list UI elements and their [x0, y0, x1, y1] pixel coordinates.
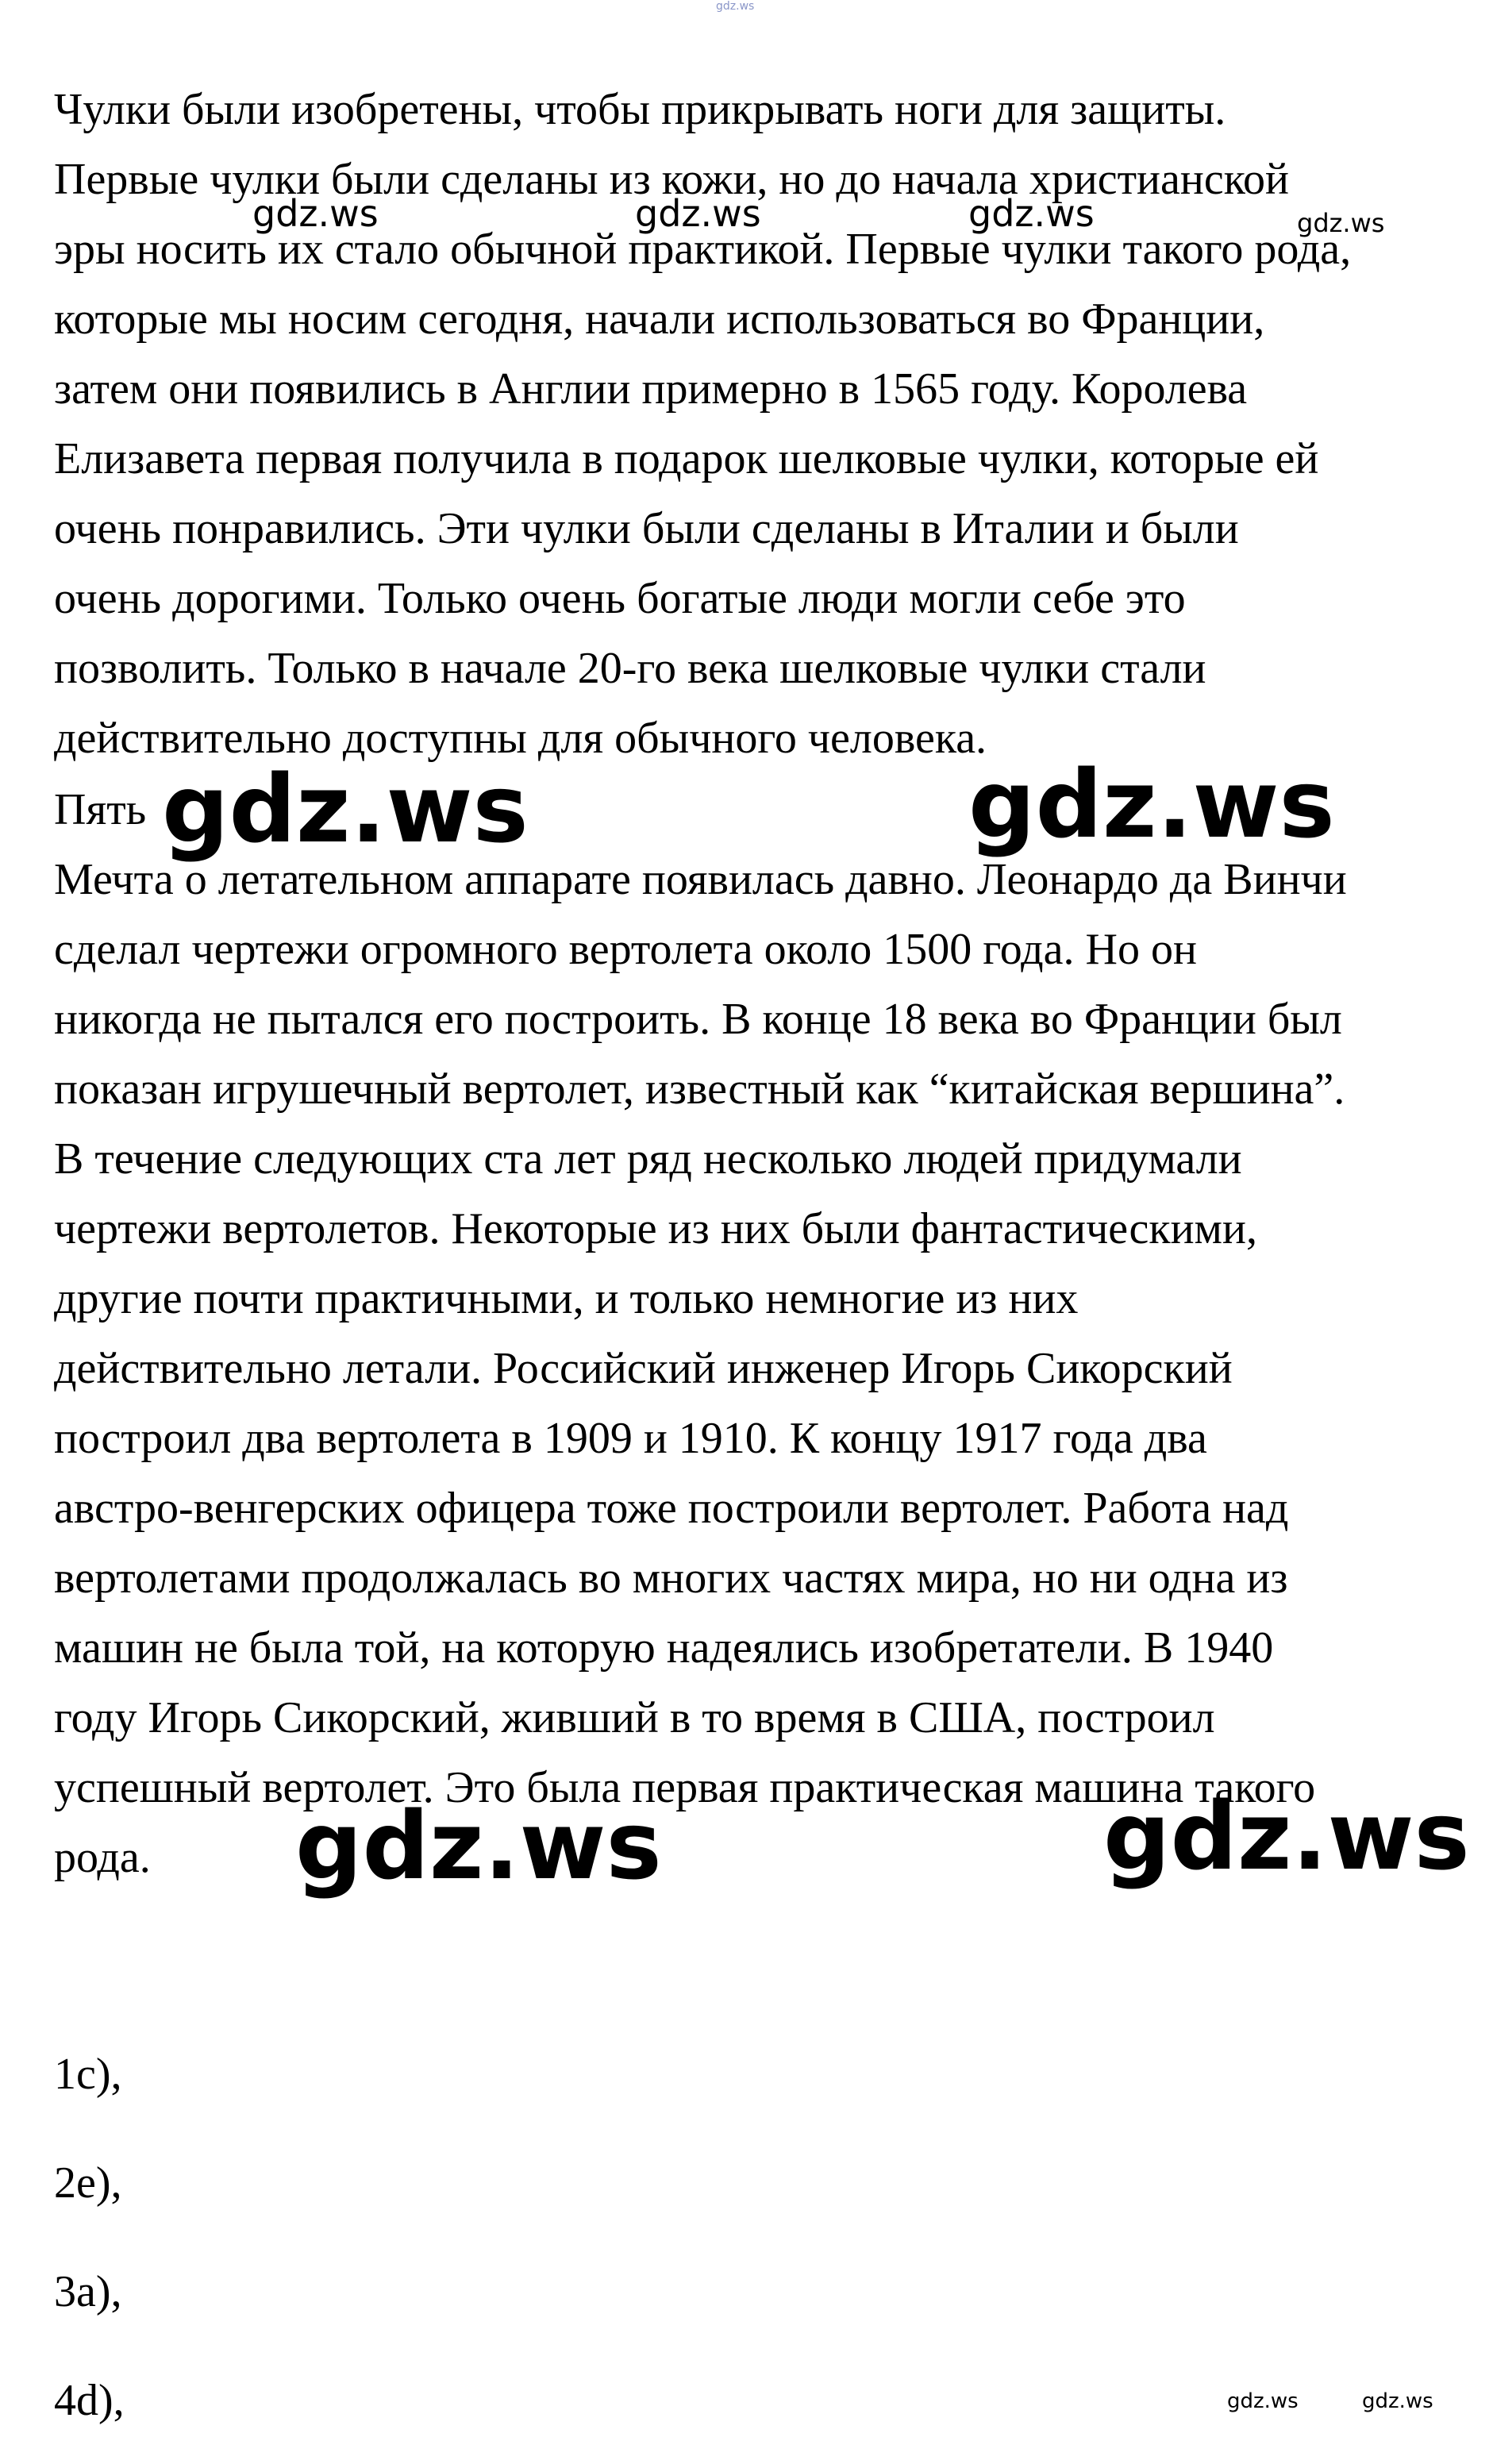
- paragraph-line: Мечта о летательном аппарате появилась давно. Леонардо да Винчи: [54, 855, 1347, 904]
- answer-item: 4d),: [54, 2376, 125, 2425]
- paragraph-line: другие почти практичными, и только немногие из них: [54, 1274, 1079, 1323]
- paragraph-line: Первые чулки были сделаны из кожи, но до начала христианской: [54, 155, 1290, 204]
- paragraph-line: Елизавета первая получила в подарок шелковые чулки, которые ей: [54, 434, 1319, 483]
- paragraph-line: действительно летали. Российский инженер Игорь Сикорский: [54, 1344, 1233, 1393]
- paragraph-line: очень понравились. Эти чулки были сделаны в Италии и были: [54, 504, 1239, 553]
- paragraph-line: построил два вертолета в 1909 и 1910. К концу 1917 года два: [54, 1414, 1207, 1463]
- watermark-large: gdz.ws: [1103, 1781, 1470, 1891]
- paragraph-line: рода.: [54, 1833, 151, 1882]
- paragraph-line: показан игрушечный вертолет, известный как “китайская вершина”.: [54, 1065, 1345, 1114]
- watermark-small: gdz.ws: [252, 192, 379, 235]
- section-heading-five: Пять: [54, 785, 147, 834]
- paragraph-line: чертежи вертолетов. Некоторые из них были фантастическими,: [54, 1204, 1257, 1253]
- paragraph-line: сделал чертежи огромного вертолета около 1500 года. Но он: [54, 925, 1197, 974]
- watermark-bottom: gdz.ws: [1227, 2389, 1299, 2413]
- answer-item: 1c),: [54, 2050, 122, 2099]
- answer-item: 3a),: [54, 2267, 122, 2316]
- paragraph-stockings: [54, 75, 1451, 773]
- paragraph-line: году Игорь Сикорский, живший в то время в США, построил: [54, 1693, 1215, 1742]
- watermark-small: gdz.ws: [1297, 208, 1385, 238]
- watermark-small: gdz.ws: [968, 192, 1095, 235]
- paragraph-line: очень дорогими. Только очень богатые люди могли себе это: [54, 574, 1186, 623]
- watermark-large: gdz.ws: [968, 749, 1335, 859]
- paragraph-line: австро-венгерских офицера тоже построили вертолет. Работа над: [54, 1484, 1289, 1533]
- watermark-top: gdz.ws: [716, 0, 755, 13]
- answer-item: 2e),: [54, 2158, 122, 2208]
- paragraph-line: которые мы носим сегодня, начали использоваться во Франции,: [54, 295, 1265, 344]
- paragraph-line: позволить. Только в начале 20-го века шелковые чулки стали: [54, 644, 1206, 693]
- watermark-large: gdz.ws: [295, 1791, 662, 1900]
- paragraph-line: затем они появились в Англии примерно в 1565 году. Королева: [54, 364, 1248, 414]
- paragraph-line: никогда не пытался его построить. В конце 18 века во Франции был: [54, 995, 1342, 1044]
- watermark-small: gdz.ws: [635, 192, 761, 235]
- paragraph-line: В течение следующих ста лет ряд несколько людей придумали: [54, 1134, 1242, 1184]
- watermark-bottom: gdz.ws: [1362, 2389, 1433, 2413]
- paragraph-helicopter: [54, 845, 1451, 1892]
- paragraph-line: машин не была той, на которую надеялись изобретатели. В 1940: [54, 1623, 1274, 1673]
- watermark-large: gdz.ws: [162, 754, 529, 864]
- paragraph-line: Чулки были изобретены, чтобы прикрывать ноги для защиты.: [54, 85, 1226, 134]
- paragraph-line: действительно доступны для обычного человека.: [54, 714, 987, 763]
- paragraph-line: эры носить их стало обычной практикой. Первые чулки такого рода,: [54, 225, 1352, 274]
- paragraph-line: успешный вертолет. Это была первая практическая машина такого: [54, 1763, 1316, 1812]
- paragraph-line: вертолетами продолжалась во многих частях мира, но ни одна из: [54, 1553, 1288, 1603]
